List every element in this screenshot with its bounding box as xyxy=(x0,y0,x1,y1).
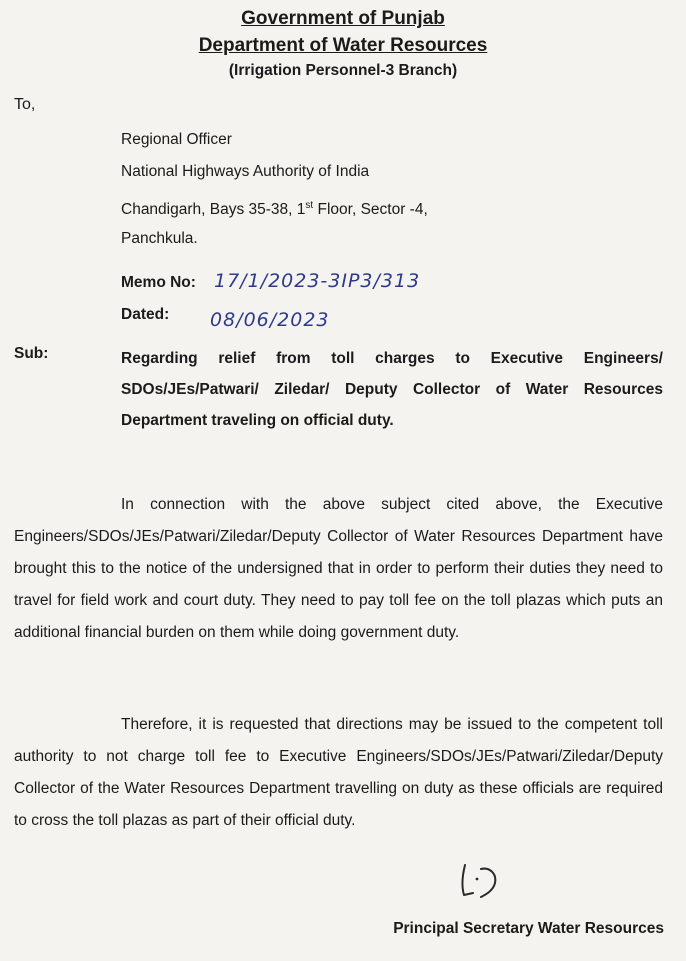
dated-label: Dated: xyxy=(121,306,170,323)
address-floor-superscript: st xyxy=(305,200,314,211)
body-paragraph-1: In connection with the above subject cited above, the Executive Engineers/SDOs/JEs/Patwari/Ziledar/Deputy Collector of Water Resources Department have brought this to the notice of the undersigned that in order to perform their duties they need to travel for field work and court duty. They need to pay toll fee on the toll plazas which puts an additional financial burden on them while doing government duty. xyxy=(14,495,663,641)
department-heading: Department of Water Resources xyxy=(198,35,488,56)
address-location-part-b: Floor, Sector -4, xyxy=(313,201,428,219)
address-line-recipient: Regional Officer xyxy=(121,131,232,148)
memo-number-label: Memo No: xyxy=(121,274,196,291)
government-heading: Government of Punjab xyxy=(241,8,445,29)
subject-text: Regarding relief from toll charges to Executive Engineers/ SDOs/JEs/Patwari/ Ziledar/ Deputy Collector of Water Resources Department traveling on official duty. xyxy=(121,350,663,429)
dated-handwritten: 08/06/2023 xyxy=(210,309,330,331)
signatory-designation: Principal Secretary Water Resources xyxy=(393,920,664,937)
address-line-city: Panchkula. xyxy=(121,230,198,247)
subject-label: Sub: xyxy=(14,345,49,362)
body-paragraph-2: Therefore, it is requested that directions may be issued to the competent toll authority to not charge toll fee to Executive Engineers/SDOs/JEs/Patwari/Ziledar/Deputy Collector of the Water Resources Department travelling on duty as these officials are required to cross the toll plazas as part of their official duty. xyxy=(14,715,663,829)
signature-mark xyxy=(455,855,515,903)
branch-heading: (Irrigation Personnel-3 Branch) xyxy=(228,62,458,79)
to-label: To, xyxy=(14,96,36,113)
address-location-part-a: Chandigarh, Bays 35-38, 1 xyxy=(121,201,306,219)
address-line-organization: National Highways Authority of India xyxy=(121,163,370,180)
memo-number-handwritten: 17/1/2023-3IP3/313 xyxy=(214,270,421,292)
address-line-location xyxy=(121,196,428,220)
